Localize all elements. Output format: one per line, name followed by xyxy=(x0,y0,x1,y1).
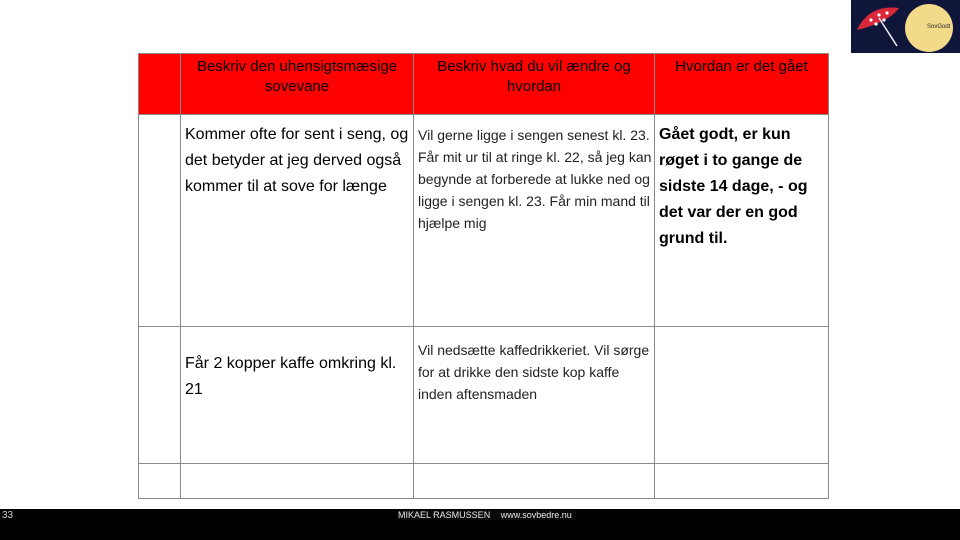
result-cell xyxy=(655,464,829,499)
logo-text: SovGodt xyxy=(927,24,951,30)
header-cell-change: Beskriv hvad du vil ændre og hvordan xyxy=(414,54,655,115)
table-row xyxy=(139,464,829,499)
footer-bar xyxy=(0,509,960,540)
footer-website: www.sovbedre.nu xyxy=(500,510,572,520)
footer-author: MIKAEL RASMUSSEN xyxy=(398,510,491,520)
sovgodt-logo xyxy=(851,0,960,53)
row-index-cell xyxy=(139,115,181,327)
header-cell-result: Hvordan er det gået xyxy=(655,54,829,115)
habit-cell: Får 2 kopper kaffe omkring kl. 21 xyxy=(181,327,414,464)
habit-cell xyxy=(181,464,414,499)
habit-cell: Kommer ofte for sent i seng, og det betyder at jeg derved også kommer til at sove for længe xyxy=(181,115,414,327)
table-row xyxy=(139,327,829,464)
change-cell: Vil nedsætte kaffedrikkeriet. Vil sørge for at drikke den sidste kop kaffe inden aftensmaden xyxy=(414,327,655,464)
row-index-cell xyxy=(139,327,181,464)
header-cell-index xyxy=(139,54,181,115)
change-cell xyxy=(414,464,655,499)
result-cell: Gået godt, er kun røget i to gange de sidste 14 dage, - og det var der en god grund til. xyxy=(655,115,829,327)
sleep-habit-table xyxy=(138,53,829,499)
header-cell-habit: Beskriv den uhensigtsmæsige sovevane xyxy=(181,54,414,115)
page-number: 33 xyxy=(2,510,14,521)
result-cell xyxy=(655,327,829,464)
change-cell: Vil gerne ligge i sengen senest kl. 23. Får mit ur til at ringe kl. 22, så jeg kan begynde at forberede at lukke ned og ligge i sengen kl. 23. Får min mand til hjælpe mig xyxy=(414,115,655,327)
table-row xyxy=(139,115,829,327)
footer-credit xyxy=(398,510,576,520)
row-index-cell xyxy=(139,464,181,499)
table-header-row xyxy=(139,54,829,115)
